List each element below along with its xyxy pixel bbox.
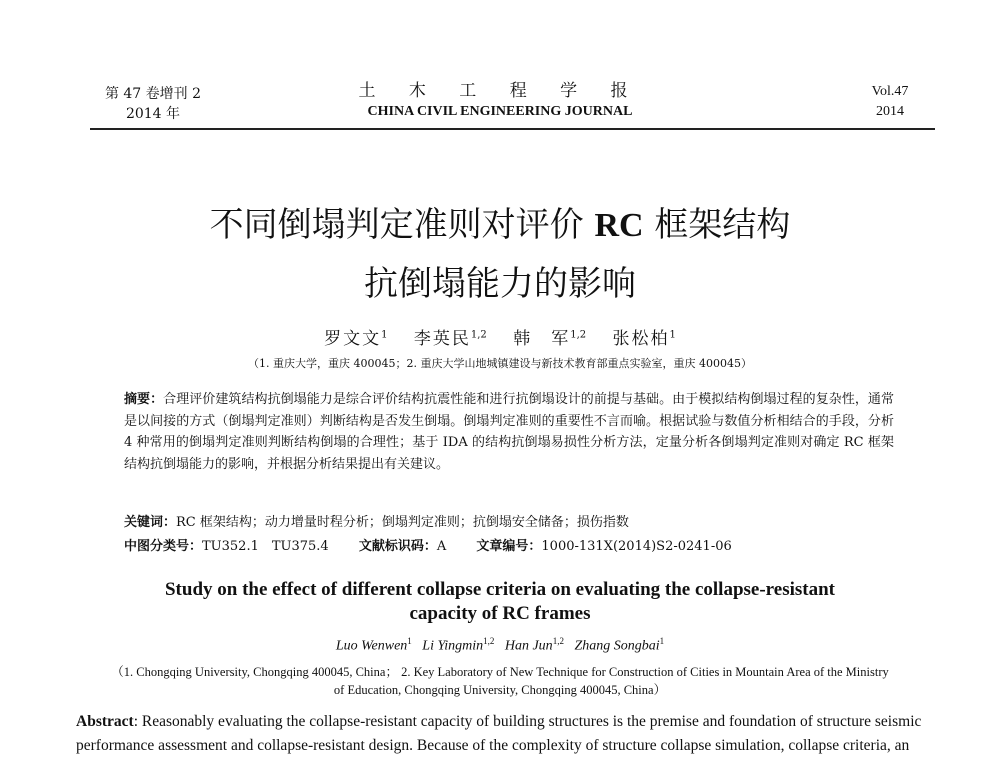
abstract-en-label: Abstract [76,713,134,730]
journal-volume-info [98,84,208,124]
journal-name-cn: 土 木 工 程 学 报 [358,81,642,101]
classification-line [124,537,894,557]
abstract-en-line-1: Abstract: Reasonably evaluating the collapse-resistant capacity of building structures is the premise and foundation of structure seismic [76,713,922,730]
paper-title-cn [80,196,920,313]
doc-code-value: A [436,539,447,554]
affiliation-cn: （1. 重庆大学，重庆 400045；2. 重庆大学山地城镇建设与新技术教育部重点实验室，重庆 400045） [248,357,752,370]
title-line-2: 抗倒塌能力的影响 [364,264,636,304]
abstract-en [76,710,936,758]
title-en-line-1: Study on the effect of different collapse criteria on evaluating the collapse-resistant [164,579,835,600]
article-no-value: 1000-131X(2014)S2-0241-06 [541,539,732,554]
journal-name-en: CHINA CIVIL ENGINEERING JOURNAL [367,104,633,119]
abstract-cn-text: 合理评价建筑结构抗倒塌能力是综合评价结构抗震性能和进行抗倒塌设计的前提与基础。由于模拟结构倒塌过程的复杂性，通常是以间接的方式（倒塌判定准则）判断结构是否发生倒塌。倒塌判定准则的重要性不言而喻。根据试验与数值分析相结合的手段，分析 4 种常用的倒塌判定准则判断结构倒塌的合理性；基于 IDA 的结构抗倒塌易损性分析方法，定量分析各倒塌判定准则对确定 RC 框架结构抗倒塌能力的影响，并根据分析结果提出有关建议。 [124,392,894,472]
keywords-label: 关键词： [124,515,177,530]
abstract-en-line-2: performance assessment and collapse-resistant design. Because of the complexity of structure collapse simulation, collapse criteria, an [76,737,910,754]
title-en-line-2: capacity of RC frames [409,603,591,624]
article-no-label: 文章编号： [476,539,542,554]
keywords-text: RC 框架结构；动力增量时程分析；倒塌判定准则；抗倒塌安全储备；损伤指数 [176,515,629,530]
author-en: Zhang Songbai [574,638,660,654]
abstract-cn [124,389,894,475]
title-line-1: 不同倒塌判定准则对评价 RC 框架结构 [209,205,791,245]
author-en: Han Jun [504,638,553,654]
journal-name [330,80,670,122]
clc-value: TU352.1 TU375.4 [202,539,329,554]
clc-label: 中图分类号： [124,539,203,554]
author-en: Li Yingmin [422,638,484,654]
abstract-cn-label: 摘要： [124,392,164,407]
keywords-cn [124,513,894,533]
author-cn: 韩 军 [513,329,571,349]
author-en: Luo Wenwen [335,638,408,654]
authors-cn: 罗文文$^1$ 李英民$^{1,2}$ 韩 军$^{1,2}$ 张松柏$^1$ [324,329,676,349]
authors-en: Luo Wenwen$^1$ Li Yingmin$^{1,2}$ Han Jun$^{1,2}$ Zhang Songbai$^1$ [335,636,665,654]
author-cn: 罗文文 [324,329,382,349]
volume-en: Vol.47 [871,84,909,99]
year-cn: 2014 年 [125,106,181,122]
affiliation-en-line-2: of Education, Chongqing University, Chongqing 400045, China） [333,683,667,697]
header-divider [90,128,935,130]
year-en: 2014 [876,104,904,119]
affiliation-en-line-1: （1. Chongqing University, Chongqing 400045, China； 2. Key Laboratory of New Technique for Construction of Cities in Mountain Area of the Ministry [111,665,889,679]
affiliation-en [70,663,930,699]
paper-title-en [110,578,890,626]
doc-code-label: 文献标识码： [358,539,437,554]
author-cn: 张松柏 [612,329,670,349]
volume-issue: 第 47 卷增刊 2 [104,86,202,102]
journal-volume-en [850,82,930,122]
author-cn: 李英民 [413,329,471,349]
